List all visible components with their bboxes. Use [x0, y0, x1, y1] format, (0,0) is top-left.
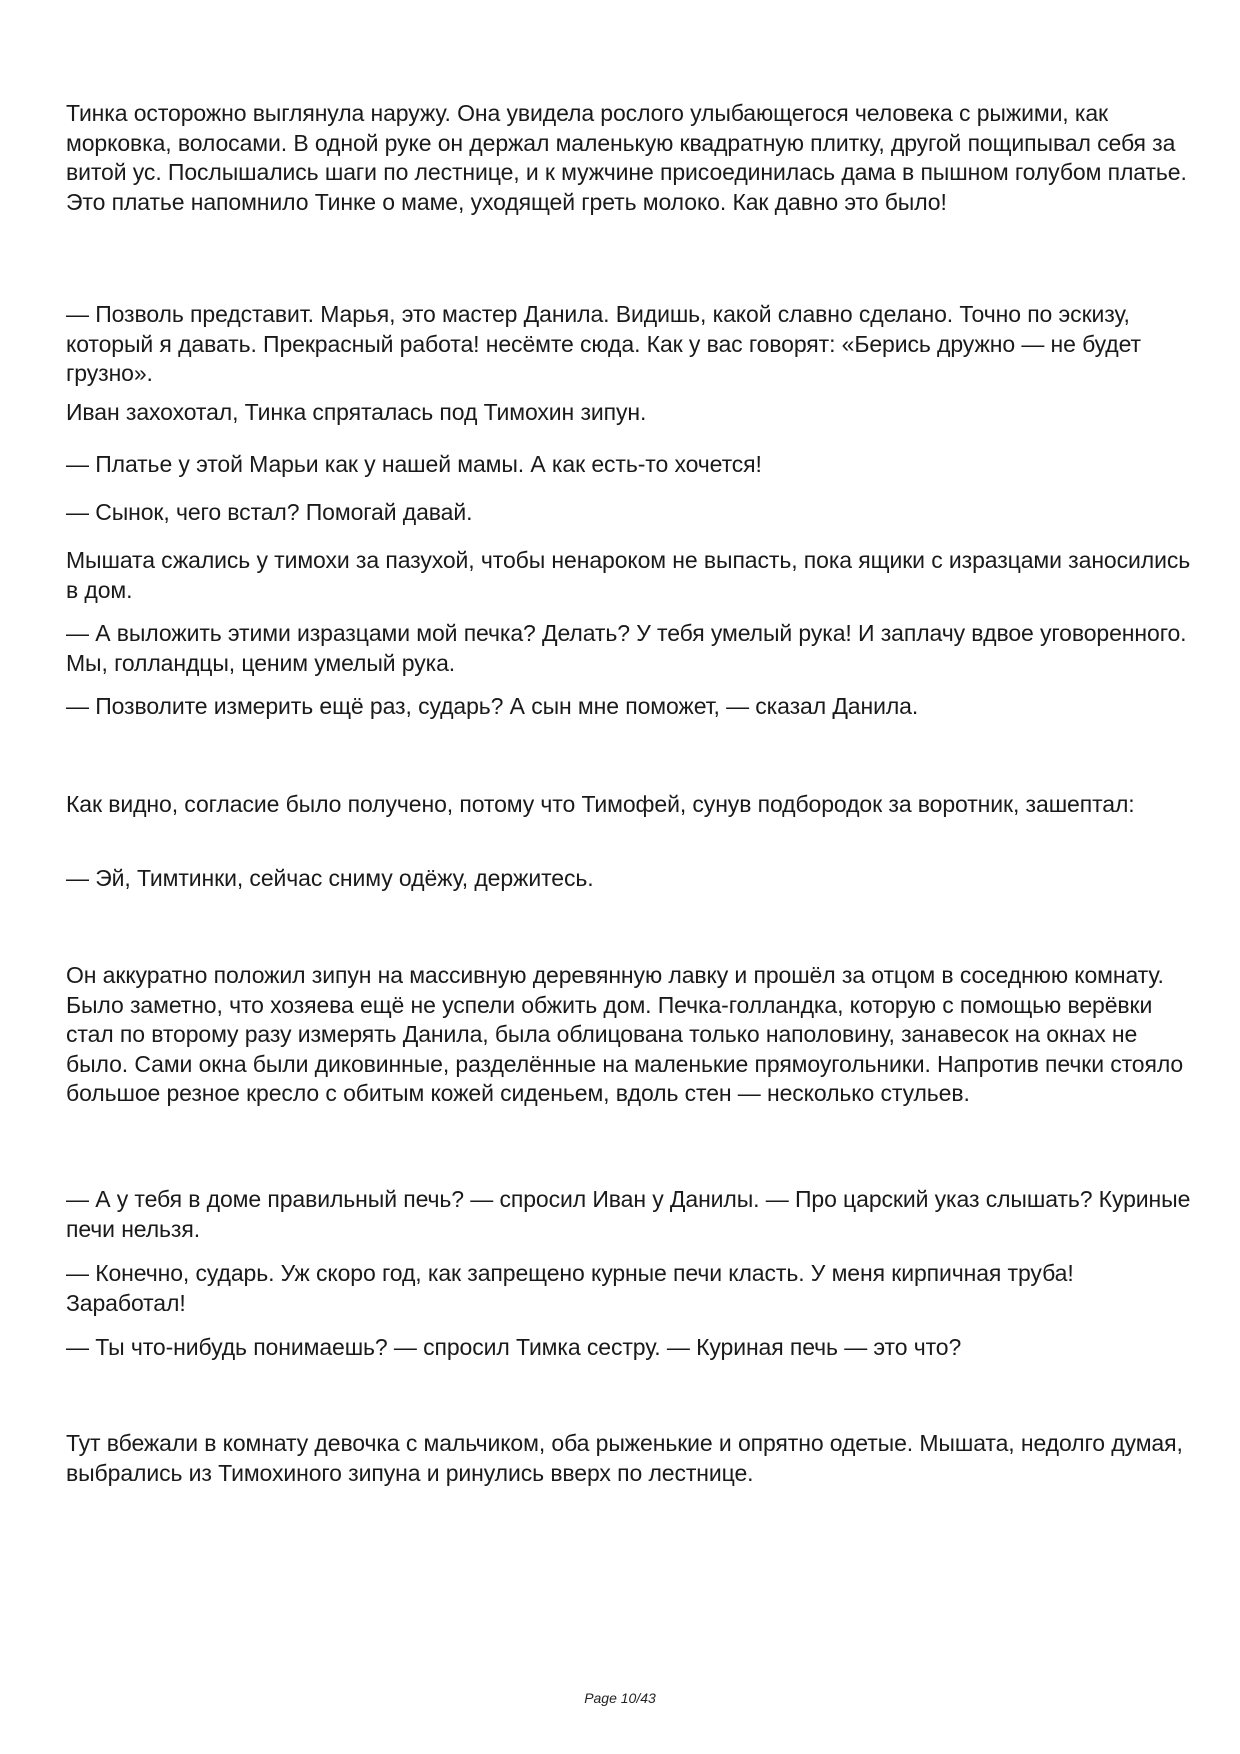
paragraph-tinka-looks-out: Тинка осторожно выглянула наружу. Она увидела рослого улыбающегося человека с рыжими, как морковка, волосами. В одной руке он держал маленькую квадратную плитку, другой пощипывал себя за витой ус. Послышались шаги по лестнице, и к мужчине присоединилась дама в пышном голубом платье. Это платье напомнило Тинке о маме, уходящей греть молоко. Как давно это было! — [66, 100, 1187, 215]
paragraph-consent: Как видно, согласие было получено, потому что Тимофей, сунув подбородок за воротник, зашептал: — [66, 791, 1135, 817]
paragraph-room-description: Он аккуратно положил зипун на массивную деревянную лавку и прошёл за отцом в соседнюю комнату. Было заметно, что хозяева ещё не успели обжить дом. Печка-голландка, которую с помощью верёвки стал по второму разу измерять Данила, была облицована только наполовину, занавесок на окнах не было. Сами окна были диковинные, разделённые на маленькие прямоугольники. Напротив печки стояло большое резное кресло с обитым кожей сиденьем, вдоль стен — несколько стульев. — [66, 962, 1184, 1106]
paragraph-ivan-introduces: — Позволь представит. Марья, это мастер Данила. Видишь, какой славно сделано. Точно по эскизу, который я давать. Прекрасный работа! несёмте сюда. Как у вас говорят: «Берись дружно — не будет грузно». — [66, 301, 1141, 386]
page-number: Page 10/43 — [584, 1690, 656, 1706]
paragraph-timtinki: — Эй, Тимтинки, сейчас сниму одёжу, держитесь. — [66, 865, 594, 891]
paragraph-children-run-in: Тут вбежали в комнату девочка с мальчиком, оба рыженькие и опрятно одетые. Мышата, недолго думая, выбрались из Тимохиного зипуна и ринулись вверх по лестнице. — [66, 1430, 1183, 1486]
paragraph-marya-dress: — Платье у этой Марьи как у нашей мамы. А как есть-то хочется! — [66, 451, 762, 477]
paragraph-chicken-stove: — Ты что-нибудь понимаешь? — спросил Тимка сестру. — Куриная печь — это что? — [66, 1334, 962, 1360]
paragraph-proper-stove: — А у тебя в доме правильный печь? — спросил Иван у Данилы. — Про царский указ слышать? Куриные печи нельзя. — [66, 1186, 1191, 1242]
paragraph-son-help: — Сынок, чего встал? Помогай давай. — [66, 499, 473, 525]
paragraph-measure-again: — Позволите измерить ещё раз, сударь? А сын мне поможет, — сказал Данила. — [66, 693, 919, 719]
paragraph-tile-stove: — А выложить этими изразцами мой печка? Делать? У тебя умелый рука! И заплачу вдвое уговоренного. Мы, голландцы, ценим умелый рука. — [66, 620, 1187, 676]
paragraph-mice-hide: Мышата сжались у тимохи за пазухой, чтобы ненароком не выпасть, пока ящики с изразцами заносились в дом. — [66, 547, 1191, 603]
paragraph-ivan-laughs: Иван захохотал, Тинка спряталась под Тимохин зипун. — [66, 399, 647, 425]
paragraph-brick-chimney: — Конечно, сударь. Уж скоро год, как запрещено курные печи класть. У меня кирпичная труба! Заработал! — [66, 1260, 1074, 1316]
